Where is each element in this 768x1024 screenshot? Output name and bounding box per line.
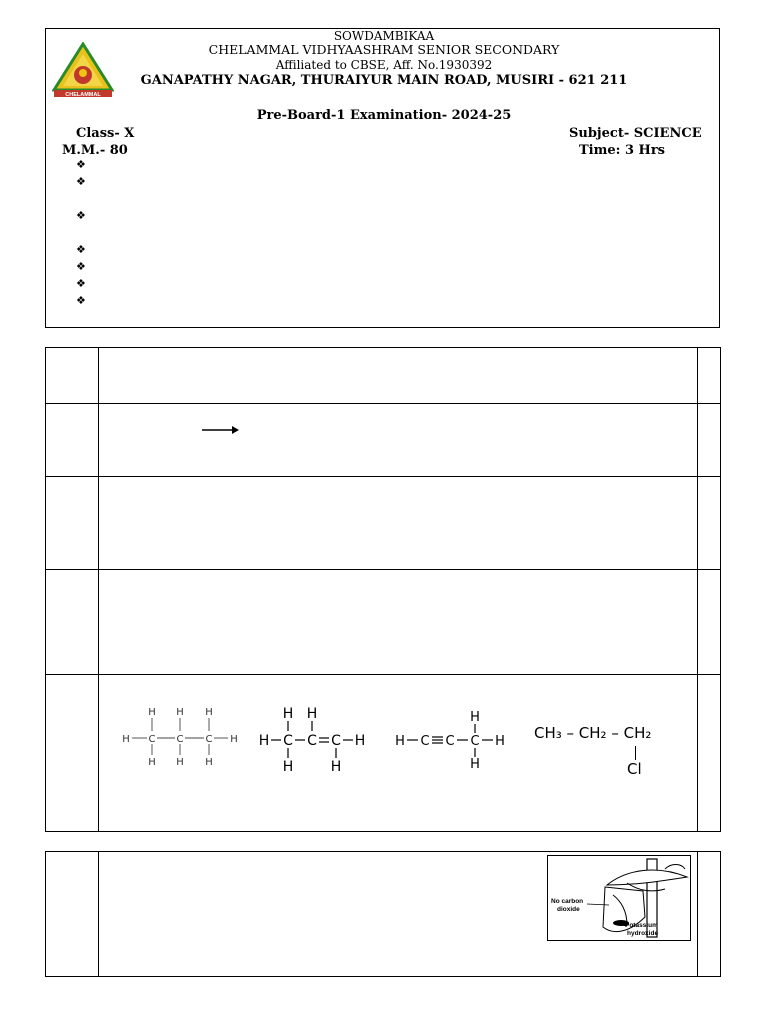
affiliation-text: Affiliated to CBSE, Aff. No.1930392	[275, 58, 493, 72]
instruction-bullet: ❖	[76, 260, 86, 273]
class-label: Class- X	[76, 126, 135, 141]
svg-text:H: H	[282, 759, 294, 774]
chlorine-substituent: Cl	[627, 760, 642, 778]
table-row-divider	[45, 403, 721, 404]
svg-text:H: H	[205, 757, 213, 768]
svg-text:H: H	[176, 707, 184, 718]
figure-label: hydroxide	[627, 930, 659, 937]
instruction-bullet: ❖	[76, 294, 86, 307]
instruction-bullet: ❖	[76, 175, 86, 188]
svg-text:H: H	[306, 706, 318, 722]
table-row-divider	[45, 674, 721, 675]
figure-label: Potassium	[625, 922, 658, 929]
svg-text:C: C	[283, 733, 293, 749]
svg-text:H: H	[148, 707, 156, 718]
svg-text:H: H	[330, 759, 342, 774]
svg-text:H: H	[176, 757, 184, 768]
chloropropane-formula: CH₃ – CH₂ – CH₂	[534, 724, 652, 742]
figure-label: dioxide	[557, 906, 580, 913]
exam-title: Pre-Board-1 Examination- 2024-25	[256, 108, 512, 123]
table-column-divider	[98, 347, 99, 832]
svg-text:C: C	[331, 733, 341, 749]
reaction-arrow-icon	[201, 424, 241, 436]
school-name: CHELAMMAL VIDHYAASHRAM SENIOR SECONDARY	[208, 42, 560, 57]
school-trust-name: SOWDAMBIKAA	[333, 29, 435, 43]
svg-text:H: H	[354, 733, 366, 749]
propyne-structure	[392, 706, 510, 772]
svg-text:C: C	[148, 734, 156, 745]
instruction-bullet: ❖	[76, 158, 86, 171]
figure-label: No carbon	[551, 898, 584, 905]
logo-text: CHELAMMAL	[65, 92, 101, 98]
svg-text:C: C	[470, 734, 480, 749]
svg-text:C: C	[205, 734, 213, 745]
svg-text:C: C	[307, 733, 317, 749]
svg-text:C: C	[176, 734, 184, 745]
propane-structure	[118, 704, 242, 768]
table-row-divider	[45, 569, 721, 570]
svg-text:H: H	[205, 707, 213, 718]
plant-experiment-figure	[547, 855, 691, 941]
svg-text:H: H	[282, 706, 294, 722]
svg-text:H: H	[470, 757, 480, 772]
school-address: GANAPATHY NAGAR, THURAIYUR MAIN ROAD, MUSIRI - 621 211	[140, 73, 628, 88]
svg-text:H: H	[230, 734, 238, 745]
svg-text:H: H	[258, 733, 270, 749]
instruction-bullet: ❖	[76, 277, 86, 290]
propene-structure	[256, 702, 368, 774]
instruction-bullet: ❖	[76, 209, 86, 222]
svg-text:H: H	[495, 734, 505, 749]
svg-text:H: H	[470, 710, 480, 725]
table-row-divider	[45, 476, 721, 477]
instruction-bullet: ❖	[76, 243, 86, 256]
svg-text:C: C	[445, 734, 455, 749]
bond-line	[635, 746, 636, 760]
time-label: Time: 3 Hrs	[579, 143, 665, 158]
subject-label: Subject- SCIENCE	[569, 126, 702, 141]
table-column-divider	[697, 347, 698, 832]
svg-text:H: H	[122, 734, 130, 745]
max-marks-label: M.M.- 80	[62, 143, 128, 158]
svg-text:H: H	[148, 757, 156, 768]
table-column-divider	[697, 851, 698, 977]
svg-text:C: C	[420, 734, 430, 749]
table-column-divider	[98, 851, 99, 977]
svg-text:H: H	[395, 734, 405, 749]
